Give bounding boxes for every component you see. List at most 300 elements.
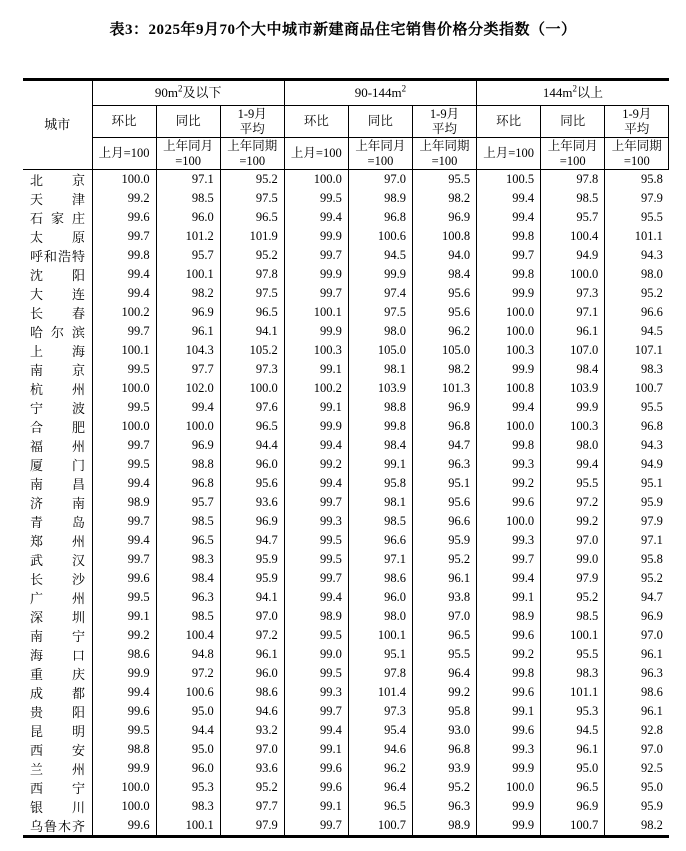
index-value: 99.1 xyxy=(477,702,541,721)
index-value: 96.1 xyxy=(220,645,284,664)
index-value: 97.7 xyxy=(156,360,220,379)
index-value: 100.1 xyxy=(541,626,605,645)
index-value: 95.5 xyxy=(605,398,669,417)
index-value: 94.5 xyxy=(541,721,605,740)
index-value: 100.1 xyxy=(284,303,348,322)
index-value: 95.7 xyxy=(156,493,220,512)
index-value: 99.8 xyxy=(477,664,541,683)
city-cell xyxy=(23,417,92,436)
index-value: 95.9 xyxy=(605,493,669,512)
yoy-header xyxy=(156,106,220,138)
city-name: 西安 xyxy=(30,743,85,758)
index-value: 98.5 xyxy=(156,189,220,208)
index-value: 99.8 xyxy=(477,227,541,246)
city-name: 长沙 xyxy=(30,572,85,587)
index-value: 97.8 xyxy=(348,664,412,683)
index-value: 100.4 xyxy=(156,626,220,645)
index-value: 99.9 xyxy=(541,398,605,417)
table-row xyxy=(23,664,669,683)
basis-line-2: =100 xyxy=(175,153,202,168)
city-cell xyxy=(23,664,92,683)
table-row xyxy=(23,189,669,208)
index-value: 96.9 xyxy=(605,607,669,626)
index-value: 100.0 xyxy=(477,512,541,531)
index-value: 95.5 xyxy=(412,645,476,664)
index-value: 95.6 xyxy=(220,474,284,493)
city-name: 重庆 xyxy=(30,667,85,682)
city-cell xyxy=(23,550,92,569)
city-cell xyxy=(23,303,92,322)
index-value: 96.0 xyxy=(220,455,284,474)
basis-avg xyxy=(412,138,476,170)
table-row xyxy=(23,246,669,265)
index-value: 99.2 xyxy=(477,645,541,664)
index-value: 99.4 xyxy=(284,436,348,455)
index-value: 94.4 xyxy=(220,436,284,455)
avg-header xyxy=(412,106,476,138)
index-value: 96.6 xyxy=(412,512,476,531)
index-value: 94.9 xyxy=(605,455,669,474)
avg-line-1: 1-9月 xyxy=(429,107,460,122)
index-value: 95.7 xyxy=(156,246,220,265)
index-value: 96.6 xyxy=(348,531,412,550)
index-value: 99.6 xyxy=(477,683,541,702)
index-value: 100.8 xyxy=(412,227,476,246)
metric-header-row xyxy=(23,106,669,138)
yoy-header xyxy=(541,106,605,138)
city-name: 贵阳 xyxy=(30,705,85,720)
superscript-2: 2 xyxy=(401,83,407,94)
index-value: 99.4 xyxy=(92,474,156,493)
basis-mom: 上月=100 xyxy=(284,138,348,170)
basis-avg xyxy=(220,138,284,170)
index-value: 99.4 xyxy=(541,455,605,474)
index-value: 99.2 xyxy=(541,512,605,531)
city-cell xyxy=(23,569,92,588)
index-value: 98.6 xyxy=(348,569,412,588)
basis-line-2: =100 xyxy=(559,153,586,168)
index-value: 96.5 xyxy=(220,208,284,227)
index-value: 101.2 xyxy=(156,227,220,246)
index-value: 97.2 xyxy=(156,664,220,683)
index-value: 96.3 xyxy=(156,588,220,607)
index-value: 99.0 xyxy=(541,550,605,569)
index-value: 99.5 xyxy=(284,189,348,208)
table-row xyxy=(23,303,669,322)
city-name: 青岛 xyxy=(30,515,85,530)
index-value: 95.0 xyxy=(156,702,220,721)
index-value: 105.0 xyxy=(412,341,476,360)
table-row xyxy=(23,778,669,797)
index-value: 94.3 xyxy=(605,436,669,455)
index-value: 99.7 xyxy=(284,493,348,512)
index-value: 99.7 xyxy=(284,284,348,303)
index-value: 97.0 xyxy=(605,626,669,645)
city-cell xyxy=(23,379,92,398)
index-value: 98.5 xyxy=(156,512,220,531)
index-value: 99.9 xyxy=(477,759,541,778)
index-value: 99.3 xyxy=(284,683,348,702)
index-value: 97.3 xyxy=(541,284,605,303)
city-cell xyxy=(23,778,92,797)
index-value: 95.9 xyxy=(412,531,476,550)
city-name: 上海 xyxy=(30,344,85,359)
index-value: 98.3 xyxy=(605,360,669,379)
index-value: 95.3 xyxy=(541,702,605,721)
index-value: 101.1 xyxy=(541,683,605,702)
mom-header: 环比 xyxy=(92,106,156,138)
index-value: 95.0 xyxy=(605,778,669,797)
table-row xyxy=(23,208,669,227)
table-row xyxy=(23,740,669,759)
index-value: 95.4 xyxy=(348,721,412,740)
index-value: 99.9 xyxy=(284,227,348,246)
table-row xyxy=(23,683,669,702)
index-value: 94.7 xyxy=(605,588,669,607)
index-value: 100.1 xyxy=(92,341,156,360)
index-value: 96.8 xyxy=(412,417,476,436)
index-value: 99.6 xyxy=(284,778,348,797)
basis-line-1: 上年同月 xyxy=(547,139,598,154)
index-value: 95.8 xyxy=(605,550,669,569)
city-cell xyxy=(23,740,92,759)
index-value: 94.8 xyxy=(156,645,220,664)
index-value: 99.5 xyxy=(92,360,156,379)
index-value: 99.7 xyxy=(92,322,156,341)
index-value: 97.0 xyxy=(348,170,412,190)
index-value: 99.9 xyxy=(284,417,348,436)
index-value: 99.1 xyxy=(284,398,348,417)
index-value: 100.0 xyxy=(477,303,541,322)
basis-header-row xyxy=(23,138,669,170)
index-value: 97.1 xyxy=(348,550,412,569)
city-name: 深圳 xyxy=(30,610,85,625)
index-value: 98.1 xyxy=(348,360,412,379)
index-value: 95.6 xyxy=(412,493,476,512)
index-value: 98.9 xyxy=(348,189,412,208)
index-value: 99.7 xyxy=(284,569,348,588)
index-value: 99.9 xyxy=(477,284,541,303)
index-value: 98.5 xyxy=(541,607,605,626)
index-value: 99.7 xyxy=(92,227,156,246)
index-value: 100.0 xyxy=(156,417,220,436)
index-value: 96.9 xyxy=(220,512,284,531)
index-value: 96.0 xyxy=(156,759,220,778)
index-value: 99.3 xyxy=(477,740,541,759)
superscript-2: 2 xyxy=(177,83,183,94)
index-value: 99.4 xyxy=(92,265,156,284)
index-value: 99.1 xyxy=(92,607,156,626)
index-value: 102.0 xyxy=(156,379,220,398)
index-value: 99.9 xyxy=(92,664,156,683)
city-name: 太原 xyxy=(30,230,85,245)
group-label-suffix: 以上 xyxy=(577,84,604,100)
city-cell xyxy=(23,816,92,837)
index-value: 98.4 xyxy=(412,265,476,284)
index-value: 95.9 xyxy=(605,797,669,816)
city-name: 兰州 xyxy=(30,762,85,777)
index-value: 99.5 xyxy=(92,455,156,474)
index-value: 101.4 xyxy=(348,683,412,702)
index-value: 95.2 xyxy=(220,778,284,797)
index-value: 95.5 xyxy=(541,474,605,493)
table-row xyxy=(23,550,669,569)
index-value: 98.4 xyxy=(156,569,220,588)
index-value: 99.6 xyxy=(92,208,156,227)
index-value: 92.8 xyxy=(605,721,669,740)
table-row xyxy=(23,284,669,303)
index-value: 93.6 xyxy=(220,759,284,778)
city-name: 乌鲁木齐 xyxy=(30,819,85,834)
index-value: 99.4 xyxy=(284,208,348,227)
index-value: 95.2 xyxy=(605,284,669,303)
city-name: 福州 xyxy=(30,439,85,454)
index-value: 99.6 xyxy=(92,569,156,588)
table-row xyxy=(23,512,669,531)
index-value: 99.5 xyxy=(284,664,348,683)
index-value: 96.4 xyxy=(412,664,476,683)
index-value: 99.7 xyxy=(284,246,348,265)
index-value: 97.2 xyxy=(541,493,605,512)
index-value: 96.0 xyxy=(220,664,284,683)
index-value: 99.4 xyxy=(92,284,156,303)
index-value: 97.7 xyxy=(220,797,284,816)
index-value: 99.7 xyxy=(92,436,156,455)
city-cell xyxy=(23,759,92,778)
index-value: 96.6 xyxy=(605,303,669,322)
group-header-90-and-below xyxy=(92,80,284,106)
index-value: 95.2 xyxy=(412,778,476,797)
avg-line: 同比 xyxy=(175,114,201,129)
table-row xyxy=(23,797,669,816)
superscript-2: 2 xyxy=(572,83,578,94)
basis-line-2: =100 xyxy=(431,153,458,168)
index-value: 96.9 xyxy=(412,208,476,227)
index-value: 99.8 xyxy=(92,246,156,265)
table-row xyxy=(23,341,669,360)
city-name: 西宁 xyxy=(30,781,85,796)
table-row xyxy=(23,607,669,626)
table-body xyxy=(23,170,669,837)
basis-line-2: =100 xyxy=(367,153,394,168)
index-value: 95.9 xyxy=(220,569,284,588)
avg-line-2: 平均 xyxy=(432,121,458,136)
avg-line-2: 平均 xyxy=(624,121,650,136)
table-row xyxy=(23,626,669,645)
index-value: 99.5 xyxy=(284,626,348,645)
index-value: 100.0 xyxy=(92,797,156,816)
index-value: 96.1 xyxy=(156,322,220,341)
index-value: 97.9 xyxy=(220,816,284,837)
index-value: 99.1 xyxy=(348,455,412,474)
index-value: 99.3 xyxy=(477,531,541,550)
group-label: 90m xyxy=(154,84,178,100)
index-value: 99.2 xyxy=(284,455,348,474)
group-label: 90-144m xyxy=(354,84,402,100)
group-header-90-144 xyxy=(284,80,476,106)
index-value: 97.8 xyxy=(541,170,605,190)
city-cell xyxy=(23,683,92,702)
index-value: 101.3 xyxy=(412,379,476,398)
index-value: 99.8 xyxy=(348,417,412,436)
basis-mom: 上月=100 xyxy=(92,138,156,170)
city-name: 大连 xyxy=(30,287,85,302)
index-value: 95.9 xyxy=(220,550,284,569)
index-value: 95.0 xyxy=(541,759,605,778)
index-value: 94.4 xyxy=(156,721,220,740)
index-value: 95.1 xyxy=(412,474,476,493)
index-value: 93.9 xyxy=(412,759,476,778)
index-value: 97.8 xyxy=(220,265,284,284)
index-value: 97.0 xyxy=(220,740,284,759)
index-value: 93.8 xyxy=(412,588,476,607)
city-cell xyxy=(23,455,92,474)
table-row xyxy=(23,265,669,284)
index-value: 99.7 xyxy=(284,816,348,837)
index-value: 99.1 xyxy=(284,797,348,816)
table-row xyxy=(23,417,669,436)
index-value: 99.3 xyxy=(284,512,348,531)
basis-yoy xyxy=(348,138,412,170)
index-value: 94.6 xyxy=(220,702,284,721)
city-name: 石家庄 xyxy=(30,211,85,226)
table-row xyxy=(23,721,669,740)
index-value: 99.7 xyxy=(284,702,348,721)
avg-header xyxy=(220,106,284,138)
index-value: 104.3 xyxy=(156,341,220,360)
city-cell xyxy=(23,474,92,493)
table-row xyxy=(23,531,669,550)
city-column-header: 城市 xyxy=(23,80,92,170)
index-value: 96.5 xyxy=(220,303,284,322)
table-row xyxy=(23,379,669,398)
city-cell xyxy=(23,246,92,265)
index-value: 98.8 xyxy=(92,740,156,759)
index-value: 96.8 xyxy=(605,417,669,436)
index-value: 96.5 xyxy=(348,797,412,816)
index-value: 99.5 xyxy=(92,588,156,607)
index-value: 96.5 xyxy=(541,778,605,797)
index-value: 99.9 xyxy=(477,360,541,379)
index-value: 95.1 xyxy=(348,645,412,664)
city-cell xyxy=(23,702,92,721)
group-header-row xyxy=(23,80,669,106)
index-value: 98.5 xyxy=(348,512,412,531)
index-value: 99.6 xyxy=(284,759,348,778)
index-value: 101.9 xyxy=(220,227,284,246)
city-name: 海口 xyxy=(30,648,85,663)
index-value: 99.6 xyxy=(92,702,156,721)
index-value: 100.1 xyxy=(348,626,412,645)
index-value: 100.1 xyxy=(156,265,220,284)
index-value: 100.6 xyxy=(156,683,220,702)
index-value: 98.2 xyxy=(605,816,669,837)
index-value: 98.1 xyxy=(348,493,412,512)
index-value: 96.1 xyxy=(412,569,476,588)
index-value: 96.1 xyxy=(541,740,605,759)
index-value: 100.7 xyxy=(541,816,605,837)
city-name: 南京 xyxy=(30,363,85,378)
index-value: 98.9 xyxy=(92,493,156,512)
city-cell xyxy=(23,645,92,664)
yoy-header xyxy=(348,106,412,138)
index-value: 98.4 xyxy=(348,436,412,455)
table-row xyxy=(23,493,669,512)
index-value: 100.5 xyxy=(477,170,541,190)
index-value: 97.9 xyxy=(541,569,605,588)
index-value: 97.2 xyxy=(220,626,284,645)
city-name: 南宁 xyxy=(30,629,85,644)
index-value: 97.6 xyxy=(220,398,284,417)
group-label: 144m xyxy=(542,84,573,100)
avg-line: 同比 xyxy=(367,114,393,129)
index-value: 100.0 xyxy=(92,417,156,436)
index-value: 94.7 xyxy=(412,436,476,455)
basis-line-1: 上年同期 xyxy=(419,139,470,154)
index-value: 100.7 xyxy=(348,816,412,837)
index-value: 97.9 xyxy=(605,189,669,208)
index-value: 96.0 xyxy=(348,588,412,607)
index-value: 99.8 xyxy=(477,436,541,455)
index-value: 99.7 xyxy=(477,246,541,265)
city-name: 天津 xyxy=(30,192,85,207)
index-value: 96.9 xyxy=(541,797,605,816)
index-value: 98.8 xyxy=(348,398,412,417)
index-value: 100.0 xyxy=(477,417,541,436)
index-value: 94.0 xyxy=(412,246,476,265)
index-value: 97.9 xyxy=(605,512,669,531)
index-value: 97.5 xyxy=(220,284,284,303)
mom-header: 环比 xyxy=(284,106,348,138)
city-name: 南昌 xyxy=(30,477,85,492)
index-value: 97.0 xyxy=(541,531,605,550)
index-value: 93.2 xyxy=(220,721,284,740)
index-value: 95.8 xyxy=(605,170,669,190)
city-name: 昆明 xyxy=(30,724,85,739)
index-value: 96.8 xyxy=(412,740,476,759)
city-cell xyxy=(23,721,92,740)
index-value: 100.0 xyxy=(92,778,156,797)
index-value: 95.1 xyxy=(605,474,669,493)
index-value: 99.7 xyxy=(477,550,541,569)
index-value: 99.2 xyxy=(477,474,541,493)
index-value: 95.0 xyxy=(156,740,220,759)
city-cell xyxy=(23,531,92,550)
index-value: 107.1 xyxy=(605,341,669,360)
table-row xyxy=(23,227,669,246)
city-cell xyxy=(23,360,92,379)
basis-line-1: 上年同月 xyxy=(163,139,214,154)
index-value: 96.1 xyxy=(605,702,669,721)
index-value: 96.3 xyxy=(605,664,669,683)
city-cell xyxy=(23,341,92,360)
index-value: 107.0 xyxy=(541,341,605,360)
index-value: 98.3 xyxy=(156,550,220,569)
index-value: 94.5 xyxy=(605,322,669,341)
city-cell xyxy=(23,493,92,512)
index-value: 100.8 xyxy=(477,379,541,398)
table-row xyxy=(23,645,669,664)
index-value: 96.3 xyxy=(412,797,476,816)
index-value: 99.8 xyxy=(477,265,541,284)
index-value: 99.2 xyxy=(412,683,476,702)
index-value: 100.0 xyxy=(284,170,348,190)
city-cell xyxy=(23,607,92,626)
index-value: 103.9 xyxy=(541,379,605,398)
table-row xyxy=(23,398,669,417)
index-value: 97.5 xyxy=(220,189,284,208)
table-row xyxy=(23,474,669,493)
